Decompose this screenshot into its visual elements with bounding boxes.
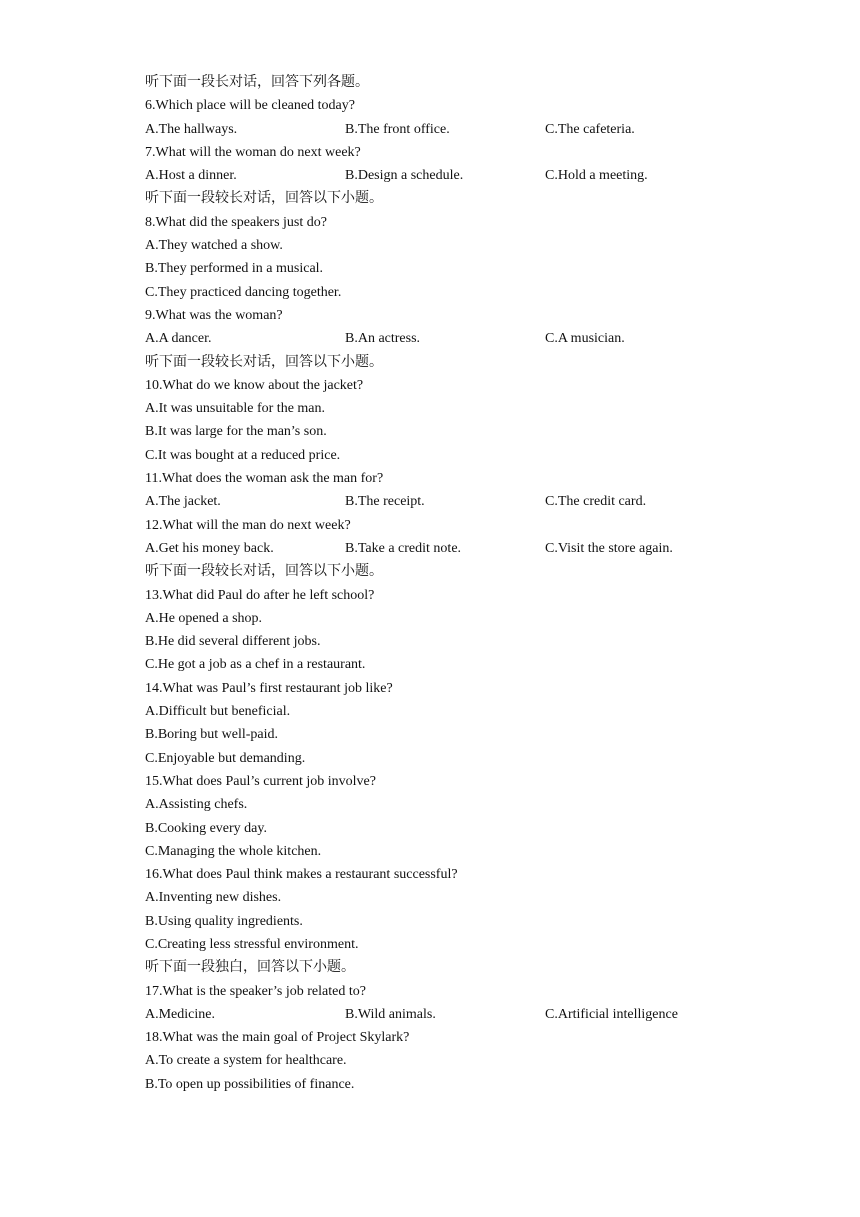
option-c: C.Creating less stressful environment. [145,936,359,952]
option-a: A.Host a dinner. [145,168,237,184]
section-heading: 听下面一段较长对话，回答以下小题。 [145,354,383,370]
section-heading: 听下面一段较长对话，回答以下小题。 [145,564,383,580]
option-b: B.It was large for the man’s son. [145,424,327,440]
option-a: A.They watched a show. [145,238,283,254]
option-row [145,327,745,350]
option-c: C.They practiced dancing together. [145,284,342,300]
option-row [145,1003,745,1026]
question-text: 11.What does the woman ask the man for? [145,471,384,487]
option-c: C.He got a job as a chef in a restaurant. [145,657,366,673]
option-row [145,118,745,141]
option-a: A.It was unsuitable for the man. [145,401,326,417]
option-a: A.Inventing new dishes. [145,890,282,906]
option-c: C.Enjoyable but demanding. [145,750,306,766]
question-text: 17.What is the speaker’s job related to? [145,983,366,999]
option-b: B.Design a schedule. [345,168,464,184]
option-c: C.A musician. [545,331,625,347]
option-a: A.The hallways. [145,121,238,137]
question-text: 10.What do we know about the jacket? [145,377,364,393]
option-b: B.The receipt. [345,494,425,510]
option-c: C.Hold a meeting. [545,168,648,184]
option-b: B.Cooking every day. [145,820,267,836]
question-list [145,71,745,1096]
option-c: C.The cafeteria. [545,121,635,137]
option-row [145,537,745,560]
section-heading: 听下面一段长对话，回答下列各题。 [145,75,369,90]
question-text: 9.What was the woman? [145,307,283,323]
option-c: C.Managing the whole kitchen. [145,843,322,859]
question-text: 15.What does Paul’s current job involve? [145,773,376,789]
option-a: A.Assisting chefs. [145,797,248,813]
question-text: 7.What will the woman do next week? [145,144,361,160]
option-a: A.The jacket. [145,494,221,510]
option-b: B.Wild animals. [345,1006,436,1022]
option-a: A.Difficult but beneficial. [145,704,291,720]
question-text: 12.What will the man do next week? [145,517,351,533]
option-b: B.Take a credit note. [345,540,462,556]
question-text: 16.What does Paul think makes a restaurant successful? [145,867,458,883]
question-text: 18.What was the main goal of Project Skylark? [145,1030,410,1046]
option-b: B.To open up possibilities of finance. [145,1076,355,1092]
option-c: C.Artificial intelligence [545,1006,678,1022]
option-a: A.To create a system for healthcare. [145,1053,347,1069]
option-b: B.Boring but well-paid. [145,727,278,743]
option-a: A.Medicine. [145,1006,215,1022]
section-heading: 听下面一段较长对话，回答以下小题。 [145,191,383,207]
question-text: 8.What did the speakers just do? [145,214,327,230]
option-b: B.Using quality ingredients. [145,913,303,929]
question-text: 13.What did Paul do after he left school? [145,587,375,603]
option-b: B.The front office. [345,121,450,137]
option-c: C.Visit the store again. [545,540,673,556]
option-b: B.An actress. [345,331,421,347]
option-row [145,164,745,187]
question-text: 6.Which place will be cleaned today? [145,98,355,114]
option-c: C.It was bought at a reduced price. [145,447,341,463]
section-heading: 听下面一段独白，回答以下小题。 [145,960,355,976]
option-b: B.He did several different jobs. [145,634,321,650]
option-a: A.He opened a shop. [145,610,263,626]
question-text: 14.What was Paul’s first restaurant job like? [145,680,393,696]
option-row [145,490,745,513]
option-a: A.Get his money back. [145,540,274,556]
option-b: B.They performed in a musical. [145,261,324,277]
option-a: A.A dancer. [145,331,212,347]
option-c: C.The credit card. [545,494,647,510]
